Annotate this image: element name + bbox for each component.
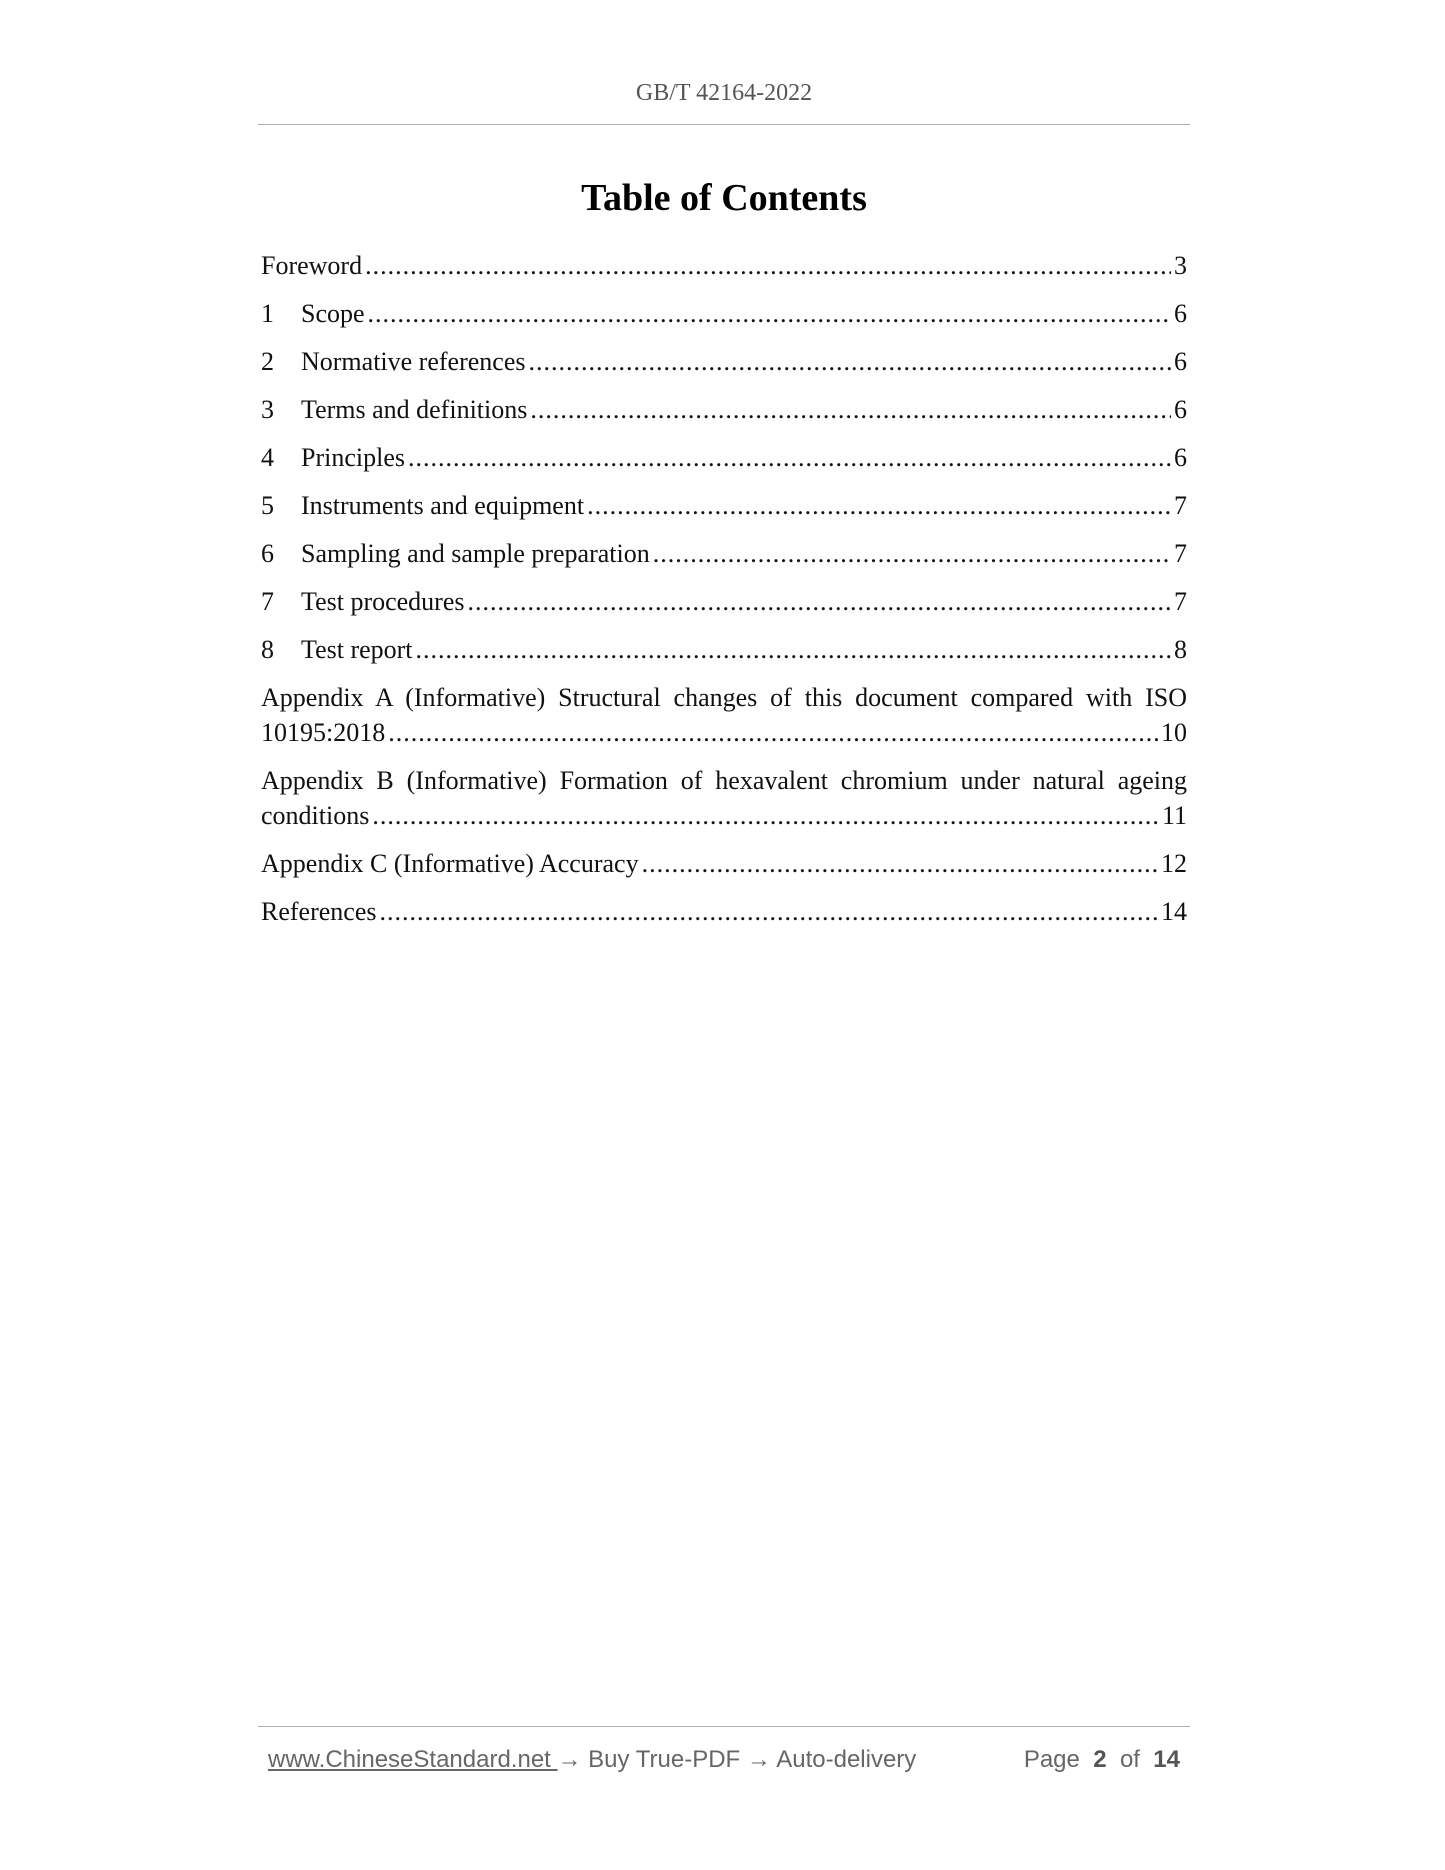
dot-leader [642,846,1158,881]
toc-entry-page: 6 [1174,395,1187,424]
toc-entry-number: 7 [261,587,274,616]
toc-entry-page: 7 [1174,539,1187,568]
dot-leader [372,798,1159,833]
toc-entry-test-procedures[interactable] [261,584,1187,619]
arrow-right-icon: → [557,1746,582,1773]
toc-entry-foreword[interactable] [261,248,1187,283]
toc-entry-page: 3 [1174,251,1187,280]
toc-entry-terms-and-definitions[interactable] [261,392,1187,427]
toc-entry-label: Instruments and equipment [301,491,585,520]
toc-entry-test-report[interactable] [261,632,1187,667]
toc-entry-page: 11 [1161,801,1187,830]
page-indicator [1024,1746,1180,1774]
toc-entry-sampling[interactable] [261,536,1187,571]
toc-entry-number: 4 [261,443,274,472]
header-divider [258,124,1190,125]
toc-entry-label: Appendix B (Informative) Formation of hexavalent chromium under natural ageing [261,766,1187,795]
toc-entry-page: 7 [1174,491,1187,520]
toc-entry-label: Appendix A (Informative) Structural changes of this document compared with ISO [261,683,1187,712]
toc-entry-number: 5 [261,491,274,520]
dot-leader [653,536,1171,571]
of-label: of [1119,1746,1140,1773]
dot-leader [468,584,1171,619]
dot-leader [530,392,1171,427]
total-pages-number: 14 [1153,1746,1180,1773]
website-link[interactable]: www.ChineseStandard.net [268,1746,558,1773]
footer-divider [258,1726,1190,1727]
footer-links [268,1746,916,1774]
toc-entry-page: 6 [1174,443,1187,472]
toc-entry-page: 6 [1174,299,1187,328]
dot-leader [528,344,1171,379]
buy-true-pdf-text: Buy True-PDF [588,1746,741,1773]
page-label: Page [1023,1746,1080,1773]
dot-leader [365,248,1171,283]
toc-entry-label: References [261,897,377,926]
page-title: Table of Contents [581,177,867,219]
dot-leader [368,296,1171,331]
toc-entry-page: 14 [1161,897,1187,926]
dot-leader [587,488,1171,523]
toc-entry-page: 12 [1161,849,1187,878]
toc-entry-label-continued: conditions [261,801,370,830]
toc-entry-label: Test procedures [301,587,465,616]
toc-entry-label: Principles [301,443,405,472]
toc-entry-appendix-b[interactable] [261,763,1187,833]
arrow-right-icon: → [746,1746,771,1773]
toc-entry-label: Appendix C (Informative) Accuracy [261,849,639,878]
toc-entry-references[interactable] [261,894,1187,929]
toc-entry-appendix-a[interactable] [261,680,1187,750]
toc-entry-label: Test report [301,635,413,664]
toc-entry-page: 8 [1174,635,1187,664]
current-page-number: 2 [1093,1746,1107,1773]
toc-entry-page: 6 [1174,347,1187,376]
toc-entry-label: Normative references [301,347,526,376]
toc-entry-number: 8 [261,635,274,664]
toc-entry-label: Scope [301,299,365,328]
toc-entry-instruments-and-equipment[interactable] [261,488,1187,523]
toc-entry-principles[interactable] [261,440,1187,475]
dot-leader [416,632,1171,667]
toc-entry-page: 10 [1161,718,1187,747]
toc-entry-page: 7 [1174,587,1187,616]
toc-entry-label: Foreword [261,251,363,280]
toc-entry-appendix-c[interactable] [261,846,1187,881]
toc-entry-label: Terms and definitions [301,395,528,424]
toc-entry-number: 2 [261,347,274,376]
dot-leader [379,894,1158,929]
dot-leader [408,440,1171,475]
toc-entry-number: 6 [261,539,274,568]
toc-entry-number: 3 [261,395,274,424]
table-of-contents [261,248,1187,942]
page-footer [268,1746,1180,1774]
dot-leader [388,715,1158,750]
toc-entry-label-continued: 10195:2018 [261,718,386,747]
auto-delivery-text: Auto-delivery [776,1746,917,1773]
toc-entry-label: Sampling and sample preparation [301,539,650,568]
running-header: GB/T 42164-2022 [635,80,813,106]
toc-entry-scope[interactable] [261,296,1187,331]
toc-entry-number: 1 [261,299,274,328]
toc-entry-normative-references[interactable] [261,344,1187,379]
